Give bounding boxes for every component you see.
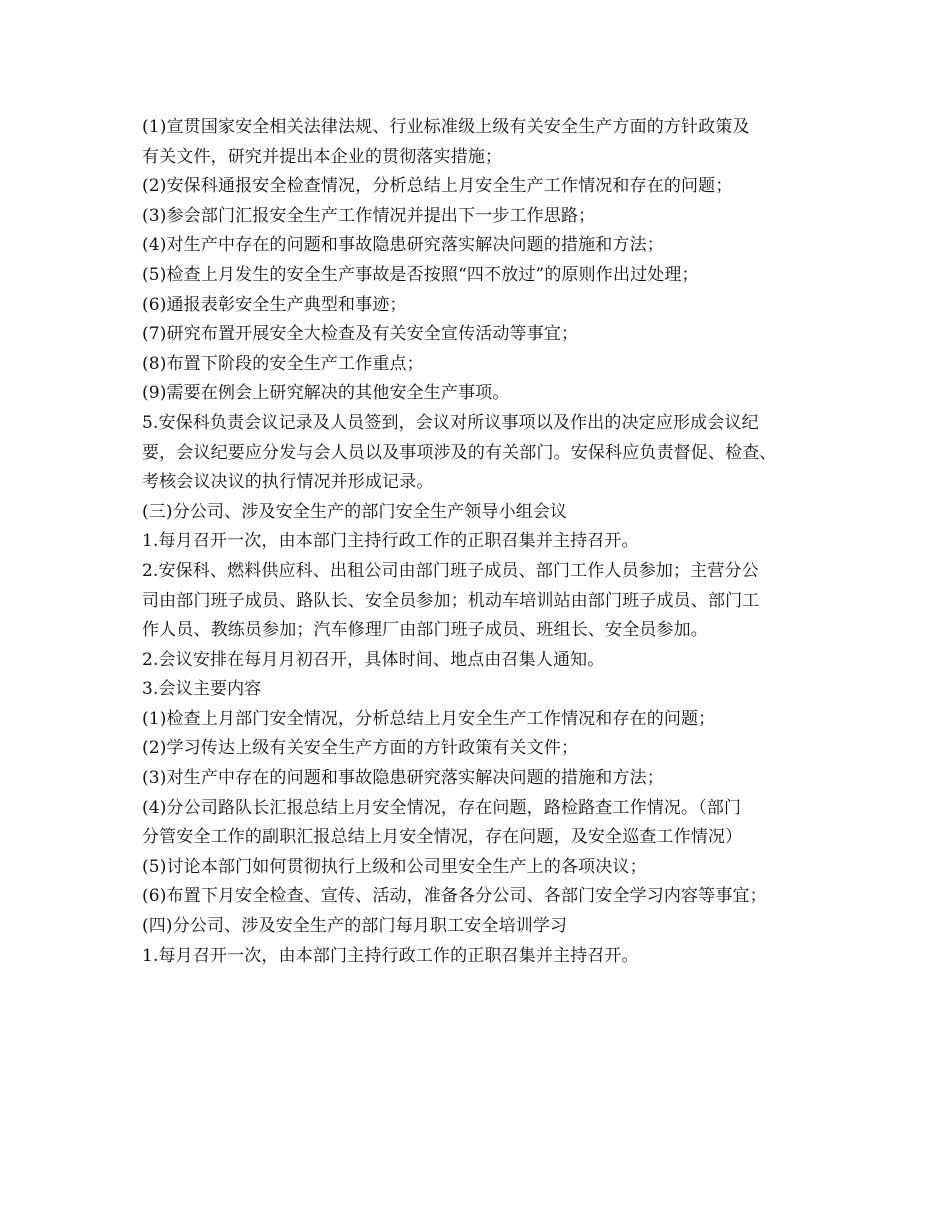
- text-line: 要，会议纪要应分发与会人员以及事项涉及的有关部门。安保科应负责督促、检查、: [142, 442, 777, 463]
- text-line: 有关文件，研究并提出本企业的贯彻落实措施；: [142, 146, 503, 167]
- text-line: 3.会议主要内容: [142, 679, 262, 700]
- text-line: 2.安保科、燃料供应科、出租公司由部门班子成员、部门工作人员参加；主营分公: [142, 560, 759, 581]
- text-line: (7)研究布置开展安全大检查及有关安全宣传活动等事宜；: [142, 324, 579, 345]
- text-line: 5.安保科负责会议记录及人员签到，会议对所议事项以及作出的决定应形成会议纪: [142, 412, 759, 433]
- section-heading: (三)分公司、涉及安全生产的部门安全生产领导小组会议: [142, 501, 568, 522]
- text-line: 1.每月召开一次，由本部门主持行政工作的正职召集并主持召开。: [142, 945, 639, 966]
- text-line: (4)对生产中存在的问题和事故隐患研究落实解决问题的措施和方法；: [142, 235, 664, 256]
- text-line: 分管安全工作的副职汇报总结上月安全情况，存在问题，及安全巡查工作情况）: [142, 827, 743, 848]
- text-line: (1)宣贯国家安全相关法律法规、行业标准级上级有关安全生产方面的方针政策及: [142, 117, 750, 137]
- section-heading: (四)分公司、涉及安全生产的部门每月职工安全培训学习: [142, 916, 568, 937]
- text-line: (6)布置下月安全检查、宣传、活动，准备各分公司、各部门安全学习内容等事宜；: [142, 886, 767, 907]
- text-line: 司由部门班子成员、路队长、安全员参加；机动车培训站由部门班子成员、部门工: [142, 590, 760, 611]
- text-line: (3)参会部门汇报安全生产工作情况并提出下一步工作思路；: [142, 205, 596, 226]
- text-line: (1)检查上月部门安全情况，分析总结上月安全生产工作情况和存在的问题；: [142, 708, 716, 729]
- text-line: (2)学习传达上级有关安全生产方面的方针政策有关文件；: [142, 738, 579, 759]
- text-line: (9)需要在例会上研究解决的其他安全生产事项。: [142, 383, 510, 404]
- text-line: 2.会议安排在每月月初召开，具体时间、地点由召集人通知。: [142, 649, 605, 670]
- text-line: (4)分公司路队长汇报总结上月安全情况，存在问题，路检路查工作情况。（部门: [142, 797, 742, 818]
- text-line: 考核会议决议的执行情况并形成记录。: [142, 472, 434, 493]
- text-line: 1.每月召开一次，由本部门主持行政工作的正职召集并主持召开。: [142, 531, 639, 552]
- text-line: (3)对生产中存在的问题和事故隐患研究落实解决问题的措施和方法；: [142, 768, 664, 789]
- text-line: (8)布置下阶段的安全生产工作重点；: [142, 353, 424, 374]
- text-line: (5)检查上月发生的安全生产事故是否按照“四不放过”的原则作出过处理；: [142, 264, 699, 285]
- text-line: 作人员、教练员参加；汽车修理厂由部门班子成员、班组长、安全员参加。: [142, 620, 708, 641]
- text-line: (2)安保科通报安全检查情况，分析总结上月安全生产工作情况和存在的问题；: [142, 176, 733, 197]
- document-body: [142, 113, 832, 971]
- text-line: (5)讨论本部门如何贯彻执行上级和公司里安全生产上的各项决议；: [142, 856, 647, 877]
- text-line: (6)通报表彰安全生产典型和事迹；: [142, 294, 407, 315]
